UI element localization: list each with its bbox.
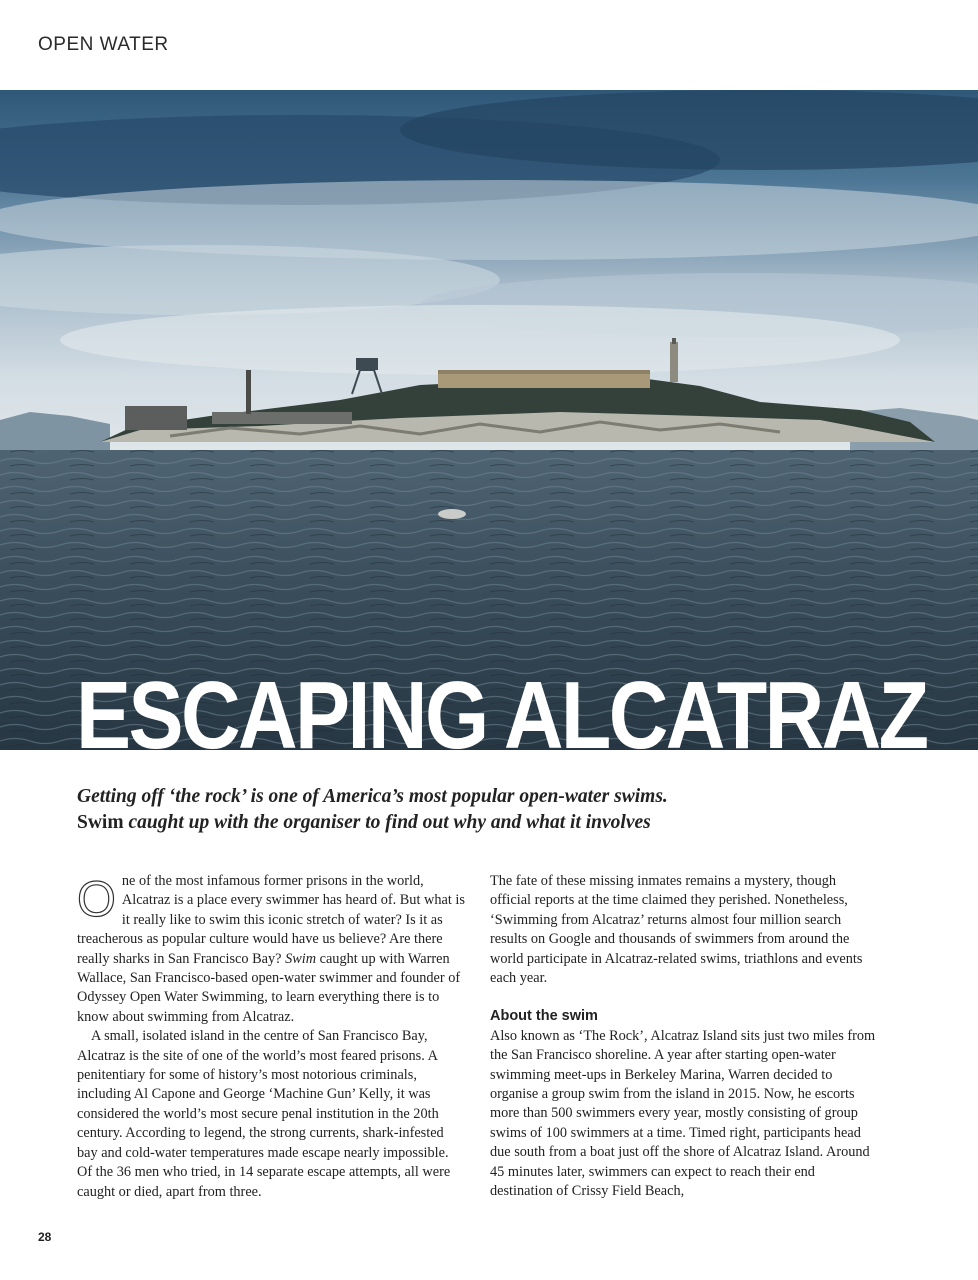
alcatraz-island-photo [0,90,978,750]
hero-photo [0,90,978,750]
drop-cap: O [77,871,116,927]
paragraph-3: The fate of these missing inmates remains a mystery, though official reports at the time claimed they perished. Nonetheless, ‘Swimming from Alcatraz’ returns almost four million search results on Google and thousands of swimmers from around the world participate in Alcatraz-related swims, triathlons and events each year. [490,873,863,987]
paragraph-2: A small, isolated island in the centre of San Francisco Bay, Alcatraz is the site of one of the world’s most feared prisons. A penitentiary for some of history’s most notorious criminals, including Al Capone and George ‘Machine Gun’ Kelly, it was considered the world’s most secure penal institution in the 20th century. According to legend, the strong currents, shark-infested bay and cold-water temperatures made escape nearly impossible. Of the 36 men who tried, in 14 separate escape attempts, all were caught or died, apart from three. [77,1028,451,1200]
paragraph-1-rest: caught up with Warren Wallace, San Francisco-based open-water swimmer and founder of Odyssey Open Water Swimming, to learn everything there is to know about swimming from Alcatraz. [77,950,461,1025]
subheading-about-the-swim: About the swim [490,1008,598,1025]
article-headline: ESCAPING ALCATRAZ [76,662,927,769]
paragraph-4: Also known as ‘The Rock’, Alcatraz Island sits just two miles from the San Francisco shoreline. A year after starting open-water swimming meet-ups in Berkeley Marina, Warren decided to organise a group swim from the island in 2015. Now, he escorts more than 500 swimmers every year, mostly consisting of group swims of 100 swimmers at a time. Timed right, participants head due south from a boat just off the shore of Alcatraz Island. Around 45 minutes later, swimmers can expect to reach their end destination of Crissy Field Beach, [490,1027,876,1200]
article-column-right [490,872,878,1202]
paragraph-1-text: ne of the most infamous former prisons in the world, Alcatraz is a place every swimmer has heard of. But what is it really like to swim this iconic stretch of water? Is it as treacherous as popular culture would have us believe? Are there really sharks in San Francisco Bay? [77,873,465,967]
page-number: 28 [38,1230,52,1244]
article-column-left [77,872,465,1202]
standfirst [77,784,917,836]
standfirst-line-2-rest: caught up with the organiser to find out why and what it involves [123,812,651,833]
standfirst-line-2 [77,810,917,836]
standfirst-line-1: Getting off ‘the rock’ is one of America’s most popular open-water swims. [77,786,668,807]
paragraph-1 [77,872,465,1027]
section-header: OPEN WATER [38,34,169,55]
magazine-name: Swim [285,950,317,967]
standfirst-magazine-name: Swim [77,812,124,833]
